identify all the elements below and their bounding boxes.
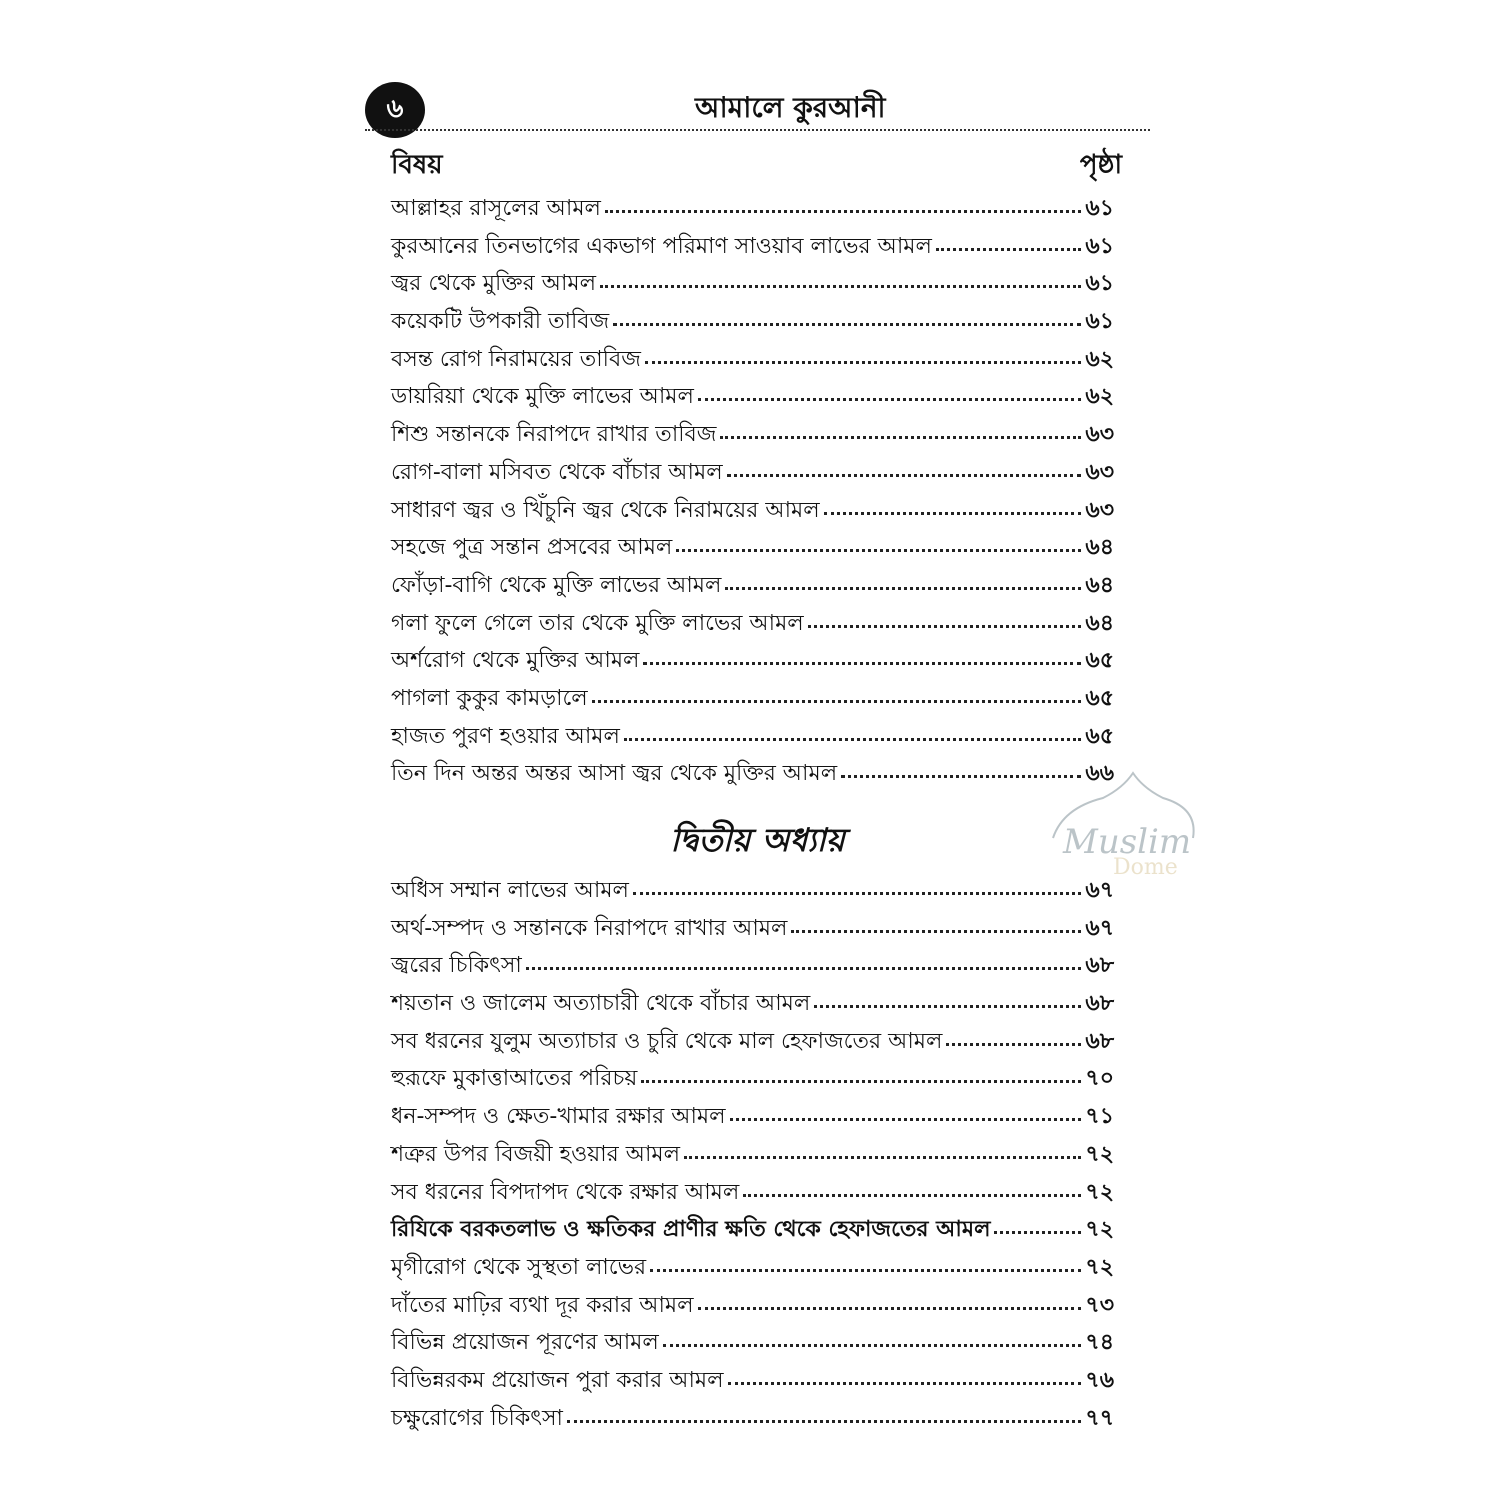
toc-entry bbox=[391, 1363, 1114, 1401]
toc-entry-page: ৬৭ bbox=[1085, 915, 1114, 941]
toc-entry-title: অর্শরোগ থেকে মুক্তির আমল bbox=[391, 648, 640, 674]
toc-entry-page: ৬২ bbox=[1085, 346, 1114, 372]
toc-entry bbox=[391, 1401, 1114, 1439]
toc-dot-leader bbox=[936, 248, 1082, 251]
toc-dot-leader bbox=[567, 1420, 1081, 1423]
toc-dot-leader bbox=[698, 398, 1081, 401]
toc-entry bbox=[391, 1137, 1114, 1175]
toc-dot-leader bbox=[720, 436, 1081, 439]
toc-entry bbox=[391, 342, 1114, 380]
toc-entry-title: বিভিন্নরকম প্রয়োজন পুরা করার আমল bbox=[391, 1367, 724, 1393]
toc-entry-page: ৭৩ bbox=[1085, 1292, 1114, 1318]
watermark-text-line2: Dome bbox=[1113, 855, 1178, 878]
toc-dot-leader bbox=[600, 285, 1081, 288]
toc-dot-leader bbox=[814, 1005, 1081, 1008]
toc-dot-leader bbox=[633, 892, 1081, 895]
toc-entry bbox=[391, 530, 1114, 568]
book-page bbox=[365, 78, 1192, 1458]
toc-entry-page: ৬৪ bbox=[1085, 572, 1114, 598]
toc-entry-page: ৭৪ bbox=[1085, 1330, 1114, 1356]
toc-entry-title: আল্লাহর রাসূলের আমল bbox=[391, 196, 601, 221]
toc-entry-title: ধন-সম্পদ ও ক্ষেত-খামার রক্ষার আমল bbox=[391, 1104, 726, 1130]
page-column-heading: পৃষ্ঠা bbox=[1079, 150, 1122, 180]
toc-entry-title: গলা ফুলে গেলে তার থেকে মুক্তি লাভের আমল bbox=[391, 610, 804, 636]
toc-entry bbox=[391, 568, 1114, 606]
toc-entry-page: ৭০ bbox=[1085, 1066, 1114, 1092]
toc-dot-leader bbox=[643, 662, 1081, 665]
toc-entry-page: ৬৭ bbox=[1085, 878, 1114, 903]
toc-entry-page: ৬৪ bbox=[1085, 610, 1114, 636]
toc-dot-leader bbox=[808, 625, 1082, 628]
toc-entry bbox=[391, 379, 1114, 417]
chapter-heading: দ্বিতীয় অধ্যায় bbox=[670, 821, 845, 859]
toc-entry-title: বসন্ত রোগ নিরাময়ের তাবিজ bbox=[391, 346, 641, 372]
toc-dot-leader bbox=[650, 1269, 1081, 1272]
toc-entry bbox=[391, 986, 1114, 1024]
toc-dot-leader bbox=[730, 1118, 1082, 1121]
toc-entry bbox=[391, 266, 1114, 304]
toc-dot-leader bbox=[645, 361, 1082, 364]
toc-list-section-1 bbox=[391, 191, 1114, 794]
toc-entry-page: ৬৩ bbox=[1085, 497, 1114, 523]
toc-entry-title: সব ধরনের বিপদাপদ থেকে রক্ষার আমল bbox=[391, 1179, 740, 1205]
toc-dot-leader bbox=[676, 549, 1081, 552]
toc-dot-leader bbox=[994, 1231, 1081, 1234]
toc-entry bbox=[391, 1099, 1114, 1137]
toc-entry bbox=[391, 417, 1114, 455]
toc-dot-leader bbox=[725, 587, 1081, 590]
toc-entry-page: ৬১ bbox=[1085, 309, 1114, 335]
toc-entry-title: জ্বর থেকে মুক্তির আমল bbox=[391, 271, 596, 297]
toc-entry-page: ৭২ bbox=[1085, 1254, 1114, 1280]
watermark-logo bbox=[1033, 768, 1203, 878]
toc-entry-title: সহজে পুত্র সন্তান প্রসবের আমল bbox=[391, 535, 673, 561]
toc-entry-page: ৭২ bbox=[1085, 1217, 1114, 1243]
toc-dot-leader bbox=[743, 1194, 1081, 1197]
toc-entry-title: শিশু সন্তানকে নিরাপদে রাখার তাবিজ bbox=[391, 422, 717, 448]
toc-dot-leader bbox=[824, 512, 1082, 515]
toc-dot-leader bbox=[613, 323, 1081, 326]
toc-entry bbox=[391, 1024, 1114, 1062]
toc-entry-page: ৬৫ bbox=[1085, 648, 1114, 674]
toc-entry-page: ৭২ bbox=[1085, 1141, 1114, 1167]
toc-entry-title: তিন দিন অন্তর অন্তর আসা জ্বর থেকে মুক্তির আমল bbox=[391, 761, 838, 787]
toc-entry-title: শয়তান ও জালেম অত্যাচারী থেকে বাঁচার আমল bbox=[391, 991, 811, 1017]
page-number: ৬ bbox=[386, 94, 404, 124]
toc-entry-title: হাজত পুরণ হওয়ার আমল bbox=[391, 723, 620, 749]
toc-entry bbox=[391, 756, 1114, 794]
toc-entry-title: জ্বরের চিকিৎসা bbox=[391, 953, 522, 979]
toc-entry-page: ৭১ bbox=[1085, 1104, 1114, 1130]
toc-entry bbox=[391, 681, 1114, 719]
toc-entry bbox=[391, 948, 1114, 986]
toc-list-section-2 bbox=[391, 873, 1114, 1438]
toc-entry-title: রোগ-বালা মসিবত থেকে বাঁচার আমল bbox=[391, 459, 723, 485]
toc-entry-title: ফোঁড়া-বাগি থেকে মুক্তি লাভের আমল bbox=[391, 572, 722, 598]
toc-entry-title: হুরূফে মুকাত্তাআতের পরিচয় bbox=[391, 1066, 638, 1092]
toc-entry bbox=[391, 1250, 1114, 1288]
toc-dot-leader bbox=[592, 700, 1082, 703]
toc-entry-title: কয়েকটি উপকারী তাবিজ bbox=[391, 309, 610, 335]
toc-entry bbox=[391, 719, 1114, 757]
toc-entry-page: ৬১ bbox=[1085, 271, 1114, 297]
toc-dot-leader bbox=[791, 930, 1081, 933]
toc-dot-leader bbox=[684, 1156, 1081, 1159]
toc-entry-page: ৬৩ bbox=[1085, 459, 1114, 485]
toc-dot-leader bbox=[663, 1344, 1082, 1347]
toc-entry bbox=[391, 643, 1114, 681]
watermark-text-line1: Muslim bbox=[1063, 822, 1192, 862]
toc-entry-page: ৬১ bbox=[1085, 196, 1114, 221]
toc-dot-leader bbox=[624, 738, 1081, 741]
toc-entry-page: ৬২ bbox=[1085, 384, 1114, 410]
toc-dot-leader bbox=[698, 1307, 1082, 1310]
toc-entry bbox=[391, 873, 1114, 911]
toc-entry-page: ৬৮ bbox=[1085, 953, 1114, 979]
toc-entry-page: ৭৭ bbox=[1085, 1405, 1114, 1431]
toc-entry bbox=[391, 493, 1114, 531]
toc-entry-title: সাধারণ জ্বর ও খিঁচুনি জ্বর থেকে নিরাময়ের আমল bbox=[391, 497, 820, 523]
toc-entry-title: অর্থ-সম্পদ ও সন্তানকে নিরাপদে রাখার আমল bbox=[391, 915, 788, 941]
toc-entry-title: রিযিকে বরকতলাভ ও ক্ষতিকর প্রাণীর ক্ষতি থেকে হেফাজতের আমল bbox=[391, 1217, 991, 1243]
toc-entry bbox=[391, 606, 1114, 644]
toc-entry-page: ৬৮ bbox=[1085, 1028, 1114, 1054]
toc-dot-leader bbox=[526, 967, 1082, 970]
toc-entry-page: ৬১ bbox=[1085, 233, 1114, 259]
toc-dot-leader bbox=[605, 210, 1081, 213]
toc-entry-page: ৬৩ bbox=[1085, 422, 1114, 448]
toc-entry bbox=[391, 191, 1114, 229]
toc-entry-title: কুরআনের তিনভাগের একভাগ পরিমাণ সাওয়াব লাভের আমল bbox=[391, 233, 932, 259]
toc-dot-leader bbox=[727, 474, 1082, 477]
toc-entry bbox=[391, 911, 1114, 949]
toc-dot-leader bbox=[946, 1043, 1081, 1046]
toc-entry-title: মৃগীরোগ থেকে সুস্থতা লাভের bbox=[391, 1254, 647, 1280]
toc-entry-title: চক্ষুরোগের চিকিৎসা bbox=[391, 1405, 563, 1431]
toc-entry-title: অধিস সম্মান লাভের আমল bbox=[391, 878, 629, 903]
toc-dot-leader bbox=[641, 1080, 1081, 1083]
book-title: আমালে কুরআনী bbox=[695, 91, 886, 124]
dome-watermark-icon bbox=[1033, 768, 1203, 878]
toc-entry bbox=[391, 1325, 1114, 1363]
toc-entry bbox=[391, 304, 1114, 342]
toc-entry-page: ৬৫ bbox=[1085, 723, 1114, 749]
toc-entry-page: ৬৬ bbox=[1085, 761, 1114, 787]
toc-entry-title: শত্রুর উপর বিজয়ী হওয়ার আমল bbox=[391, 1141, 680, 1167]
toc-entry-title: বিভিন্ন প্রয়োজন পূরণের আমল bbox=[391, 1330, 659, 1356]
toc-dot-leader bbox=[728, 1382, 1082, 1385]
toc-entry bbox=[391, 1061, 1114, 1099]
toc-entry bbox=[391, 1288, 1114, 1326]
toc-entry-page: ৬৪ bbox=[1085, 535, 1114, 561]
toc-entry-page: ৭২ bbox=[1085, 1179, 1114, 1205]
toc-entry bbox=[391, 1175, 1114, 1213]
toc-entry-title: পাগলা কুকুর কামড়ালে bbox=[391, 685, 588, 711]
toc-entry-page: ৭৬ bbox=[1085, 1367, 1114, 1393]
toc-entry-page: ৬৫ bbox=[1085, 685, 1114, 711]
toc-entry-title: ডায়রিয়া থেকে মুক্তি লাভের আমল bbox=[391, 384, 694, 410]
toc-entry bbox=[391, 1212, 1114, 1250]
topic-column-heading: বিষয় bbox=[391, 150, 443, 180]
toc-entry bbox=[391, 229, 1114, 267]
header-divider bbox=[365, 129, 1150, 131]
toc-entry-page: ৬৮ bbox=[1085, 991, 1114, 1017]
toc-entry-title: সব ধরনের যুলুম অত্যাচার ও চুরি থেকে মাল হেফাজতের আমল bbox=[391, 1028, 943, 1054]
toc-entry-title: দাঁতের মাঢ়ির ব্যথা দূর করার আমল bbox=[391, 1292, 694, 1318]
toc-entry bbox=[391, 455, 1114, 493]
